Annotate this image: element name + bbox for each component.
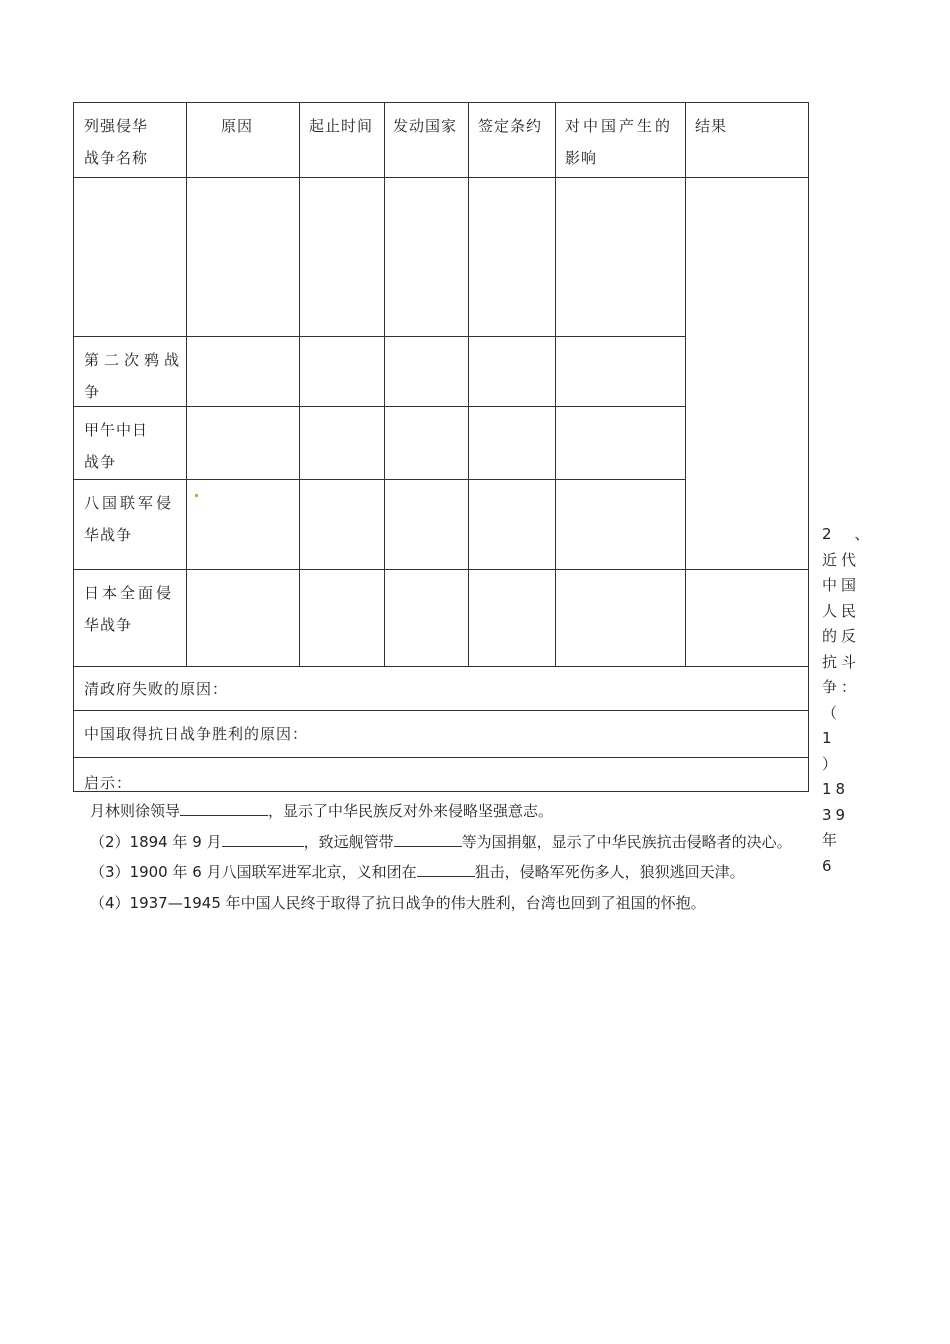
header-impact <box>565 110 673 174</box>
question-2 <box>90 831 792 852</box>
header-country: 发动国家 <box>393 117 458 135</box>
side-line: 中国 <box>822 576 861 594</box>
header-treaty: 签定条约 <box>478 117 543 135</box>
side-line: 争： <box>822 678 861 696</box>
table-col-divider <box>186 102 187 666</box>
header-impact-line2: 影响 <box>565 149 598 167</box>
section2-side-text <box>822 522 874 879</box>
header-cause: 原因 <box>221 117 254 135</box>
victory-reason: 中国取得抗日战争胜利的原因： <box>84 725 309 743</box>
row-label-line1: 第二次鸦战 <box>84 351 185 369</box>
table-border-right <box>808 102 809 792</box>
table-border-left <box>73 102 74 792</box>
header-war-name-line1: 列强侵华 <box>84 117 149 135</box>
answer-blank[interactable] <box>417 862 475 877</box>
question-4: （4）1937—1945 年中国人民终于取得了抗日战争的伟大胜利，台湾也回到了祖国的怀抱。 <box>90 894 706 912</box>
q3-prefix: （3）1900 年 6 月 <box>90 863 222 881</box>
answer-blank[interactable] <box>180 801 268 816</box>
side-line: 2 、 <box>822 525 874 543</box>
q1-suffix: ，显示了中华民族反对外来侵略坚强意志。 <box>268 802 554 820</box>
header-war-name <box>84 110 148 174</box>
side-line: 39 <box>822 805 850 824</box>
q2-prefix: （2）1894 年 9 月 <box>90 833 222 851</box>
row-label-line2: 华战争 <box>84 616 133 634</box>
side-line: （ 1 <box>822 703 861 747</box>
qing-failure-reason: 清政府失败的原因： <box>84 680 229 698</box>
q2-middle: ，致远舰管带 <box>303 833 394 851</box>
table-col-divider <box>555 102 556 666</box>
side-line: 年 6 <box>822 831 861 875</box>
table-border-bottom <box>73 791 809 792</box>
question-3 <box>90 861 745 882</box>
inspiration: 启示： <box>84 774 133 792</box>
table-col-divider <box>685 102 686 666</box>
q2-suffix: 等为国捐躯，显示了中华民族抗击侵略者的决心。 <box>461 833 792 851</box>
row-label-line1: 八国联军侵 <box>84 494 175 512</box>
row-eight-nation-alliance <box>84 487 174 551</box>
row-label-line1: 甲午中日 <box>84 421 149 439</box>
side-line: 抗斗 <box>822 652 861 671</box>
table-row-divider <box>73 666 809 667</box>
q3-middle: 八国联军进军北京，义和团在 <box>221 863 417 881</box>
row-label-line2: 战争 <box>84 453 117 471</box>
table-col-divider <box>468 102 469 666</box>
table-col-divider <box>384 102 385 666</box>
row-second-opium-war <box>84 344 184 408</box>
answer-blank[interactable] <box>394 832 462 847</box>
side-line: 近代 <box>822 550 861 569</box>
table-col-divider <box>299 102 300 666</box>
answer-blank[interactable] <box>222 832 304 847</box>
row-label-line2: 争 <box>84 383 101 401</box>
header-war-name-line2: 战争名称 <box>84 149 149 167</box>
side-line: ）18 <box>822 754 850 798</box>
side-line: 的反 <box>822 627 861 645</box>
table-row-divider <box>73 177 809 178</box>
stray-mark <box>195 494 198 497</box>
table-row-divider <box>73 479 686 480</box>
q1-prefix: 月林则徐领导 <box>90 802 181 820</box>
table-row-divider <box>73 710 809 711</box>
row-japanese-invasion <box>84 577 174 641</box>
row-label-line2: 华战争 <box>84 526 133 544</box>
header-impact-line1: 对中国产生的 <box>565 117 674 135</box>
side-line: 人民 <box>822 601 861 620</box>
table-row-divider <box>73 336 686 337</box>
q3-suffix: 狙击，侵略军死伤多人，狼狈逃回天津。 <box>474 863 745 881</box>
table-row-divider <box>73 757 809 758</box>
header-time: 起止时间 <box>309 117 374 135</box>
header-result: 结果 <box>695 117 728 135</box>
row-label-line1: 日本全面侵 <box>84 584 175 602</box>
row-sino-japanese-war <box>84 414 148 478</box>
table-row-divider <box>73 569 809 570</box>
question-1-continued <box>90 800 553 821</box>
table-border-top <box>73 102 809 103</box>
